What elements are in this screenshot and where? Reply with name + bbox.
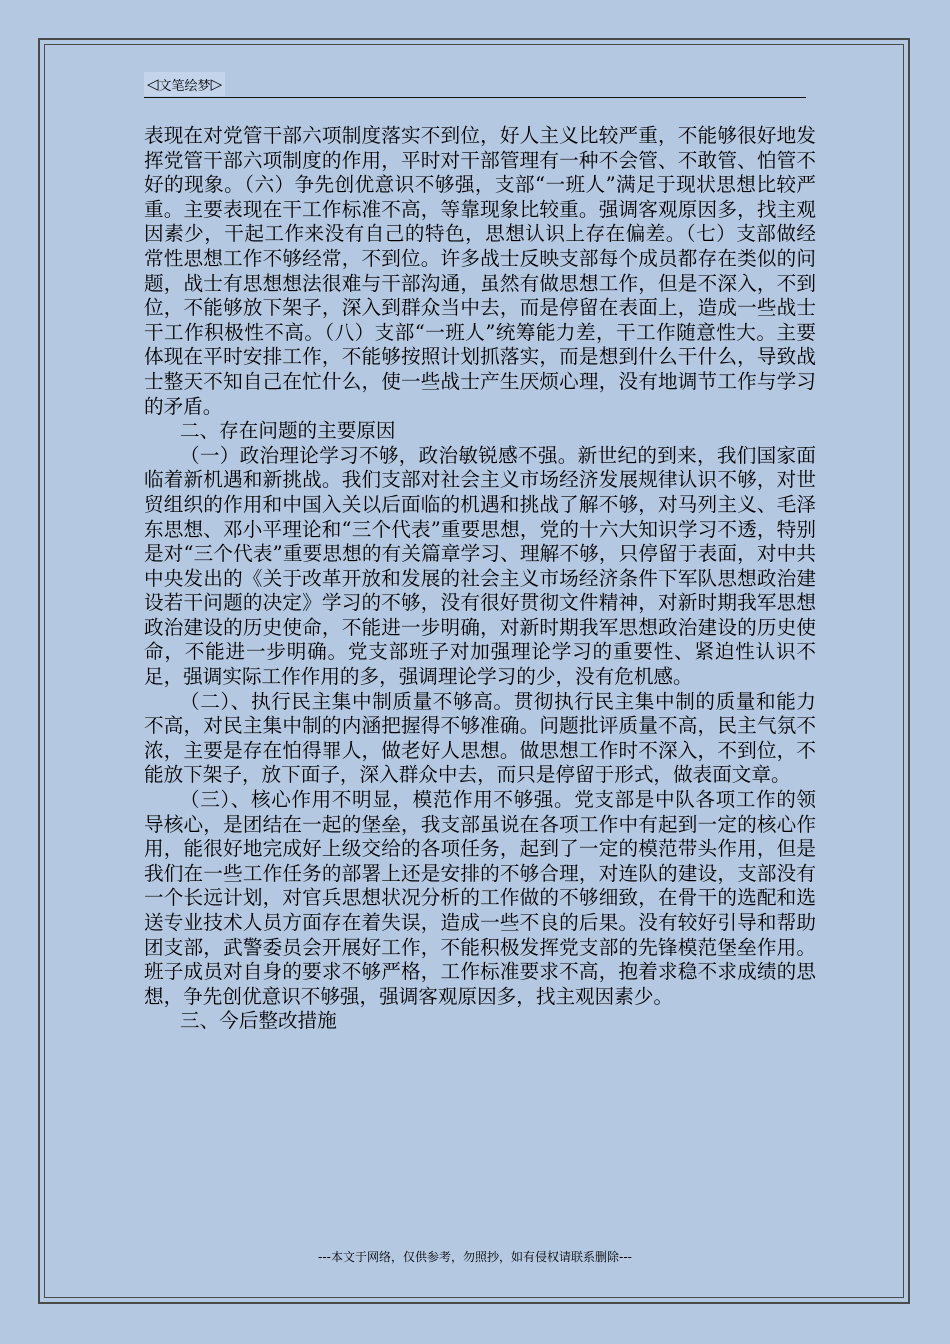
- paragraph-cause-3: （三）、核心作用不明显，模范作用不够强。党支部是中队各项工作的领导核心，是团结在一起的堡垒，我支部虽说在各项工作中有起到一定的核心作用，能很好地完成好上级交给的各项任务，起到了一定的模范带头作用，但是我们在一些工作任务的部署上还是安排的不够合理，对连队的建设，支部没有一个长远计划，对官兵思想状况分析的工作做的不够细致，在骨干的选配和选送专业技术人员方面存在着失误，造成一些不良的后果。没有较好引导和帮助团支部，武警委员会开展好工作，不能积极发挥党支部的先锋模范堡垒作用。班子成员对自身的要求不够严格，工作标准要求不高，抱着求稳不求成绩的思想，争先创优意识不够强，强调客观原因多，找主观因素少。: [144, 788, 816, 1008]
- header-divider: [144, 97, 806, 98]
- section-heading-causes: 二、存在问题的主要原因: [180, 419, 396, 443]
- paragraph-cause-2: （二）、执行民主集中制质量不够高。贯彻执行民主集中制的质量和能力不高，对民主集中制的内涵把握得不够准确。问题批评质量不高，民主气氛不浓，主要是存在怕得罪人，做老好人思想。做思想工作时不深入，不到位，不能放下架子，放下面子，深入群众中去，而只是停留于形式，做表面文章。: [144, 689, 816, 787]
- paragraph-continued: 表现在对党管干部六项制度落实不到位，好人主义比较严重，不能够很好地发挥党管干部六项制度的作用，平时对干部管理有一种不会管、不敢管、怕管不好的现象。（六）争先创优意识不够强，支部“一班人”满足于现状思想比较严重。主要表现在干工作标准不高，等靠现象比较重。强调客观原因多，找主观因素少，干起工作来没有自己的特色，思想认识上存在偏差。（七）支部做经常性思想工作不够经常，不到位。许多战士反映支部每个成员都存在类似的问题，战士有思想想法很难与干部沟通，虽然有做思想工作，但是不深入，不到位，不能够放下架子，深入到群众当中去，而是停留在表面上，造成一些战士干工作积极性不高。（八）支部“一班人”统筹能力差，干工作随意性大。主要体现在平时安排工作，不能够按照计划抓落实，而是想到什么干什么，导致战士整天不知自己在忙什么，使一些战士产生厌烦心理，没有地调节工作与学习的矛盾。: [144, 124, 816, 418]
- paragraph-cause-1: （一）政治理论学习不够，政治敏锐感不强。新世纪的到来，我们国家面临着新机遇和新挑战。我们支部对社会主义市场经济发展规律认识不够，对世贸组织的作用和中国入关以后面临的机遇和挑战了解不够，对马列主义、毛泽东思想、邓小平理论和“三个代表”重要思想，党的十六大知识学习不透，特别是对“三个代表”重要思想的有关篇章学习、理解不够，只停留于表面，对中共中央发出的《关于改革开放和发展的社会主义市场经济条件下军队思想政治建设若干问题的决定》学习的不够，没有很好贯彻文件精神，对新时期我军思想政治建设的历史使命，不能进一步明确，对新时期我军思想政治建设的历史使命，不能进一步明确。党支部班子对加强理论学习的重要性、紧迫性认识不足，强调实际工作作用的多，强调理论学习的少，没有危机感。: [144, 443, 816, 689]
- brand-text: 文笔绘梦: [158, 78, 211, 94]
- right-triangle-icon: ▷: [210, 74, 223, 93]
- left-triangle-icon: ◁: [147, 74, 159, 93]
- document-body: [144, 124, 816, 1034]
- section-heading-measures: 三、今后整改措施: [180, 1009, 337, 1033]
- brand-logo: [144, 72, 225, 96]
- footer-disclaimer: ---本文于网络，仅供参考，勿照抄，如有侵权请联系删除---: [318, 1250, 632, 1264]
